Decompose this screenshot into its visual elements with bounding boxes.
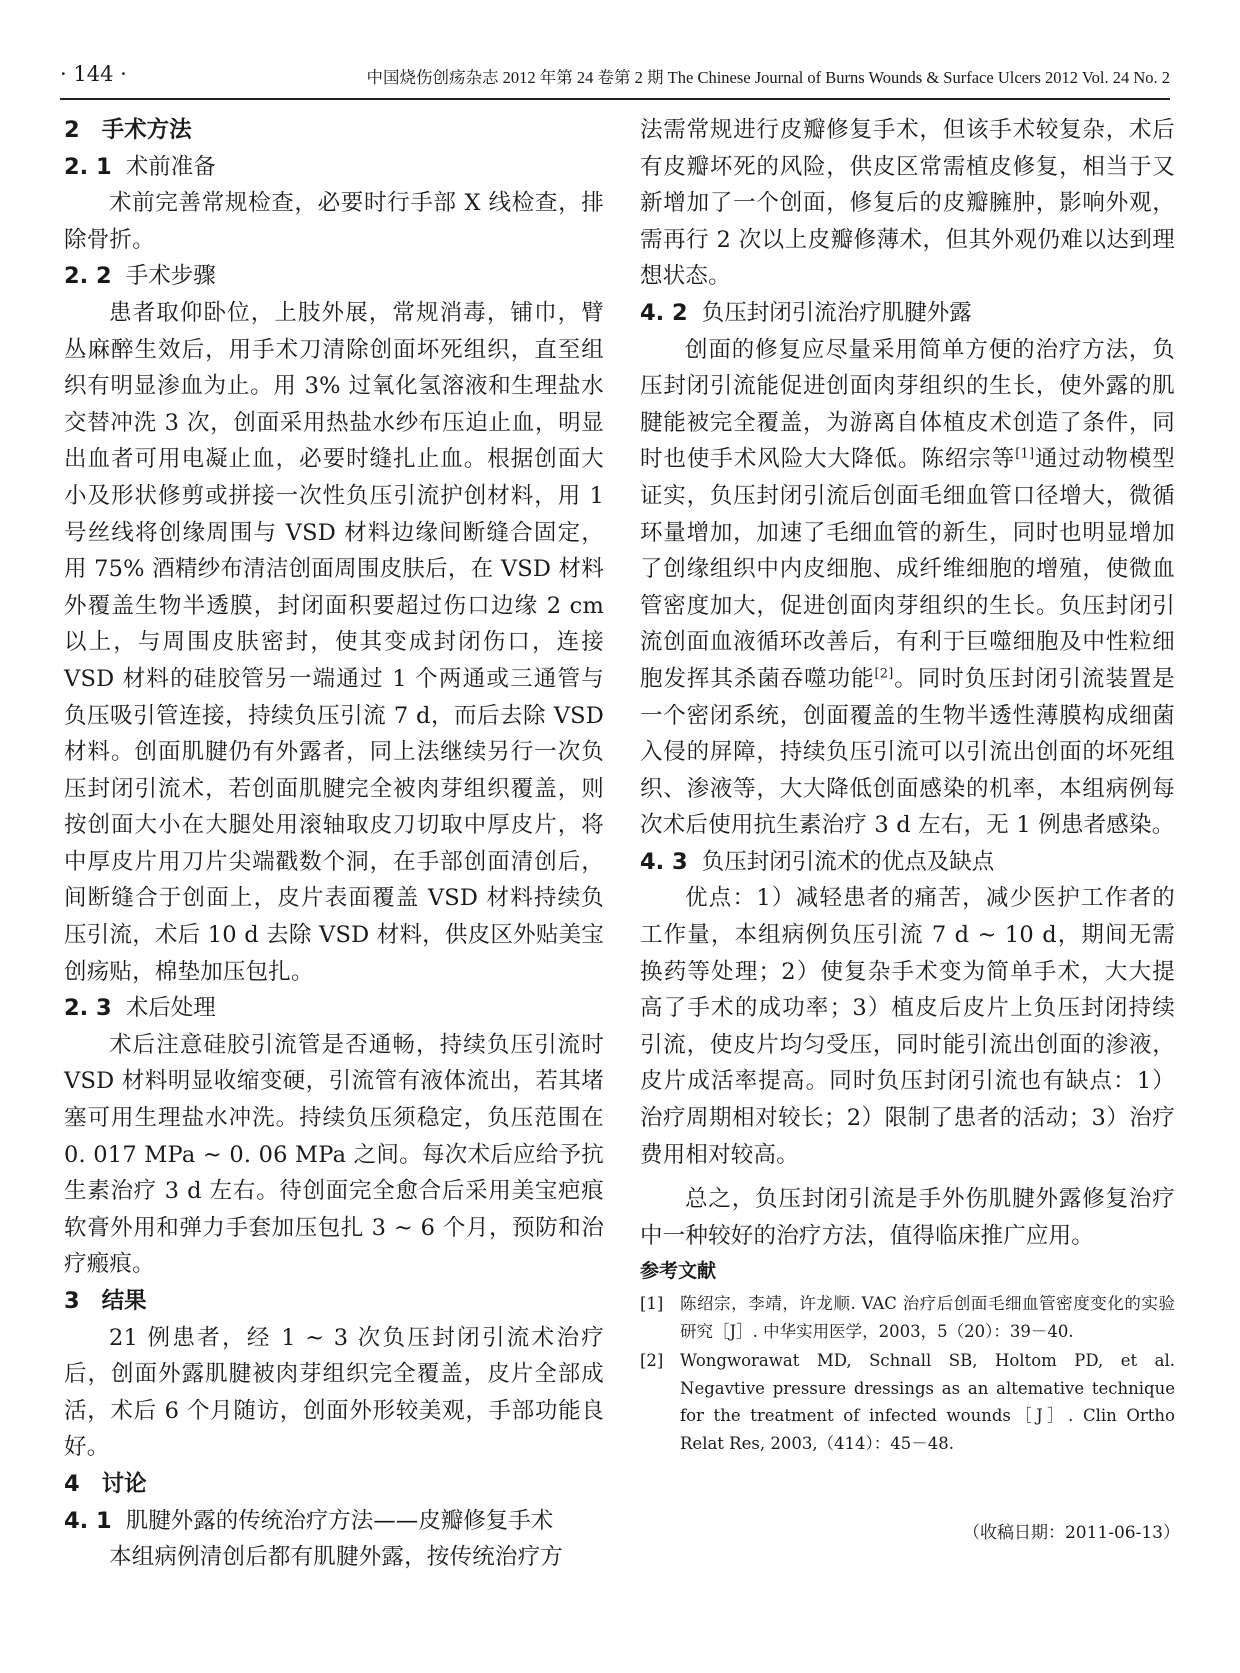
- page-number: · 144 ·: [60, 62, 127, 86]
- section-heading-4: 4 讨论: [64, 1470, 147, 1497]
- running-title: 中国烧伤创疡杂志 2012 年第 24 卷第 2 期 The Chinese Journal of Burns Wounds & Surface Ulcers 2012 Vol. 24 No. 2: [366, 68, 1170, 87]
- reference-item: [1] 陈绍宗，李靖，许龙顺. VAC 治疗后创面毛细血管密度变化的实验研究［J］. 中华实用医学，2003，5（20）：39－40.: [640, 1294, 1175, 1341]
- left-column: [64, 112, 604, 1576]
- reference-item: [2] Wongworawat MD, Schnall SB, Holtom PD, et al. Negavtive pressure dressings as an altemative technique for the treatment of infected wounds［J］. Clin Ortho Relat Res, 2003,（414）：45－48.: [640, 1351, 1175, 1453]
- subsection-heading-2-2: 2. 2 手术步骤: [64, 263, 216, 290]
- paragraph-2-2: 患者取仰卧位，上肢外展，常规消毒，铺巾，臂丛麻醉生效后，用手术刀清除创面坏死组织，直至组织有明显渗血为止。用 3% 过氧化氢溶液和生理盐水交替冲洗 3 次，创面采用热盐水纱布压迫止血，明显出血者可用电凝止血，必要时缝扎止血。根据创面大小及形状修剪或拼接一次性负压引流护创材料，用 1 号丝线将创缘周围与 VSD 材料边缘间断缝合固定，用 75% 酒精纱布清洁创面周围皮肤后，在 VSD 材料外覆盖生物半透膜，封闭面积要超过伤口边缘 2 cm 以上，与周围皮肤密封，使其变成封闭伤口，连接 VSD 材料的硅胶管另一端通过 1 个两通或三通管与负压吸引管连接，持续负压引流 7 d，而后去除 VSD 材料。创面肌腱仍有外露者，同上法继续另行一次负压封闭引流术，若创面肌腱完全被肉芽组织覆盖，则按创面大小在大腿处用滚轴取皮刀切取中厚皮片，将中厚皮片用刀片尖端戳数个洞，在手部创面清创后，间断缝合于创面上，皮片表面覆盖 VSD 材料持续负压引流，术后 10 d 去除 VSD 材料，供皮区外贴美宝创疡贴，棉垫加压包扎。: [64, 299, 604, 985]
- subsection-heading-4-3: 4. 3 负压封闭引流术的优点及缺点: [640, 848, 995, 875]
- subsection-heading-4-2: 4. 2 负压封闭引流治疗肌腱外露: [640, 299, 972, 326]
- paragraph-4-2: 创面的修复应尽量采用简单方便的治疗方法，负压封闭引流能促进创面肉芽组织的生长，使外露的肌腱能被完全覆盖，为游离自体植皮术创造了条件，同时也使手术风险大大降低。陈绍宗等[1]通过动物模型证实，负压封闭引流后创面毛细血管口径增大，微循环量增加，加速了毛细血管的新生，同时也明显增加了创缘组织中内皮细胞、成纤维细胞的增殖，使微血管密度加大，促进创面肉芽组织的生长。负压封闭引流创面血液循环改善后，有利于巨噬细胞及中性粒细胞发挥其杀菌吞噬功能[2]。同时负压封闭引流装置是一个密闭系统，创面覆盖的生物半透性薄膜构成细菌入侵的屏障，持续负压引流可以引流出创面的坏死组织、渗液等，大大降低创面感染的机率，本组病例每次术后使用抗生素治疗 3 d 左右，无 1 例患者感染。: [640, 336, 1176, 839]
- subsection-heading-4-1: 4. 1 肌腱外露的传统治疗方法——皮瓣修复手术: [64, 1507, 554, 1534]
- paragraph-4-1-start: 本组病例清创后都有肌腱外露，按传统治疗方: [109, 1544, 564, 1571]
- running-header: [60, 62, 1170, 96]
- paragraph-2-1: 术前完善常规检查，必要时行手部 X 线检查，排除骨折。: [64, 190, 604, 253]
- received-date: （收稿日期：2011-06-13）: [962, 1523, 1180, 1543]
- section-heading-2: 2 手术方法: [64, 117, 192, 143]
- paragraph-4-3: 优点：1）减轻患者的痛苦，减少医护工作者的工作量，本组病例负压引流 7 d ~ 10 d，期间无需换药等处理；2）使复杂手术变为简单手术，大大提高了手术的成功率；3）植皮后皮片上负压封闭持续引流，使皮片均匀受压，同时能引流出创面的渗液，皮片成活率提高。同时负压封闭引流也有缺点：1）治疗周期相对较长；2）限制了患者的活动；3）治疗费用相对较高。: [640, 885, 1175, 1168]
- subsection-heading-2-1: 2. 1 术前准备: [64, 153, 216, 180]
- references-heading: 参考文献: [640, 1260, 717, 1283]
- paragraph-4-1-continued: 法需常规进行皮瓣修复手术，但该手术较复杂，术后有皮瓣坏死的风险，供皮区常需植皮修复，相当于又新增加了一个创面，修复后的皮瓣臃肿，影响外观，需再行 2 次以上皮瓣修薄术，但其外观仍难以达到理想状态。: [640, 117, 1175, 290]
- header-divider: [60, 98, 1170, 100]
- citation-2[interactable]: [2]: [874, 666, 894, 682]
- subsection-heading-2-3: 2. 3 术后处理: [64, 995, 216, 1022]
- paragraph-conclusion: 总之，负压封闭引流是手外伤肌腱外露修复治疗中一种较好的治疗方法，值得临床推广应用。: [640, 1186, 1175, 1249]
- section-heading-3: 3 结果: [64, 1288, 147, 1314]
- citation-1[interactable]: [1]: [1015, 446, 1035, 462]
- paragraph-3: 21 例患者，经 1 ~ 3 次负压封闭引流术治疗后，创面外露肌腱被肉芽组织完全覆盖，皮片全部成活，术后 6 个月随访，创面外形较美观，手部功能良好。: [64, 1324, 604, 1461]
- right-column: [640, 112, 1175, 1459]
- paragraph-2-3: 术后注意硅胶引流管是否通畅，持续负压引流时 VSD 材料明显收缩变硬，引流管有液体流出，若其堵塞可用生理盐水冲洗。持续负压须稳定，负压范围在 0. 017 MPa ~ 0. 06 MPa 之间。每次术后应给予抗生素治疗 3 d 左右。待创面完全愈合后采用美宝疤痕软膏外用和弹力手套加压包扎 3 ~ 6 个月，预防和治疗瘢痕。: [64, 1031, 604, 1278]
